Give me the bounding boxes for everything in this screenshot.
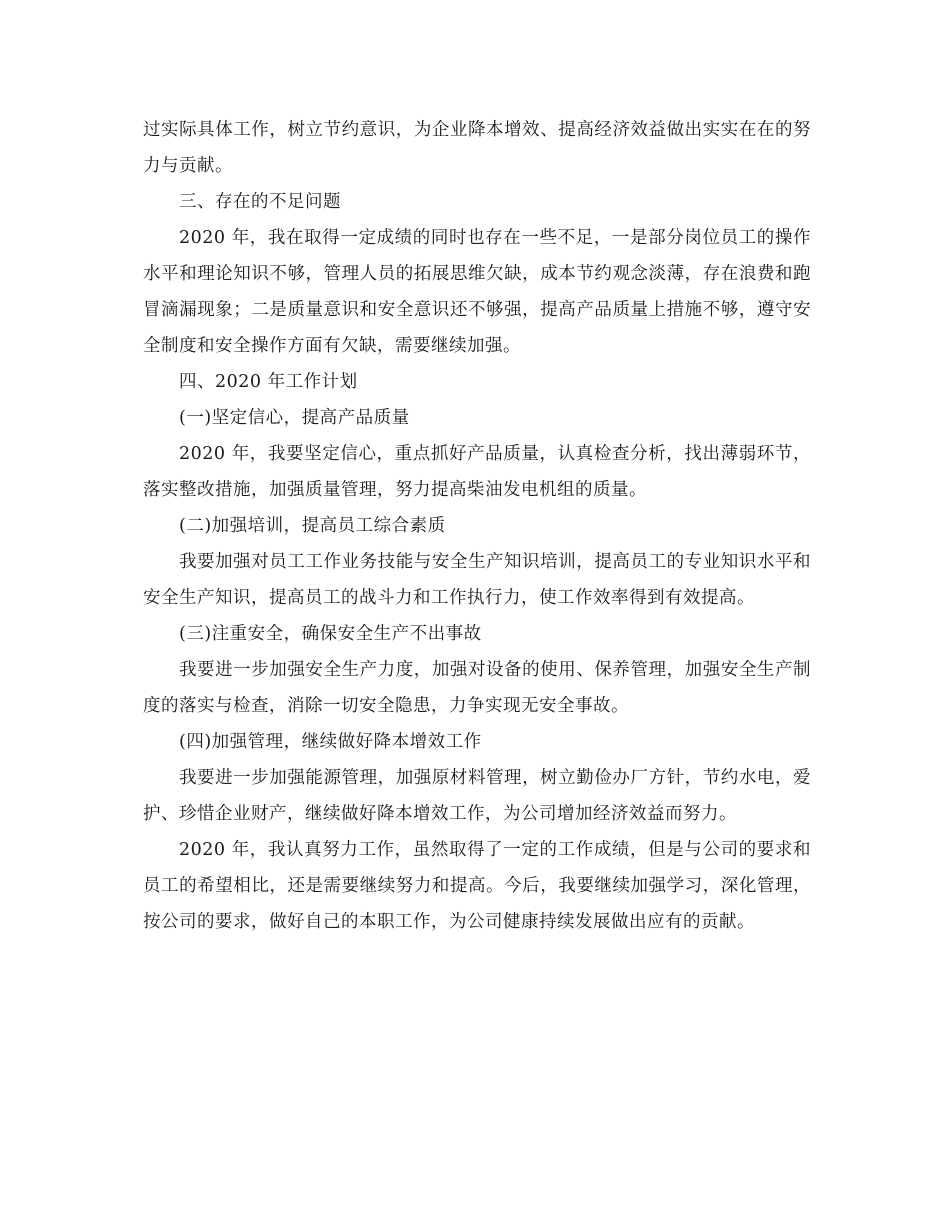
- section-heading-problems: 三、存在的不足问题: [179, 192, 341, 212]
- paragraph-management: 我要进一步加强能源管理，加强原材料管理，树立勤俭办厂方针，节约水电，爱护、珍惜企业财产，继续做好降本增效工作，为公司增加经济效益而努力。: [143, 768, 811, 824]
- paragraph-problems: 2020 年，我在取得一定成绩的同时也存在一些不足，一是部分岗位员工的操作水平和理论知识不够，管理人员的拓展思维欠缺，成本节约观念淡薄，存在浪费和跑冒滴漏现象；二是质量意识和安全意识还不够强，提高产品质量上措施不够，遵守安全制度和安全操作方面有欠缺，需要继续加强。: [143, 228, 811, 356]
- subheading-safety: (三)注重安全，确保安全生产不出事故: [179, 624, 482, 644]
- paragraph-conclusion: 2020 年，我认真努力工作，虽然取得了一定的工作成绩，但是与公司的要求和员工的希望相比，还是需要继续努力和提高。今后，我要继续加强学习，深化管理，按公司的要求，做好自己的本职工作，为公司健康持续发展做出应有的贡献。: [143, 840, 811, 932]
- paragraph-continuation: 过实际具体工作，树立节约意识，为企业降本增效、提高经济效益做出实实在在的努力与贡献。: [143, 120, 811, 176]
- paragraph-safety: 我要进一步加强安全生产力度，加强对设备的使用、保养管理，加强安全生产制度的落实与检查，消除一切安全隐患，力争实现无安全事故。: [143, 660, 811, 716]
- document-body: [143, 112, 811, 940]
- paragraph-training: 我要加强对员工工作业务技能与安全生产知识培训，提高员工的专业知识水平和安全生产知识，提高员工的战斗力和工作执行力，使工作效率得到有效提高。: [143, 552, 811, 608]
- section-heading-plan: 四、2020 年工作计划: [179, 372, 358, 392]
- subheading-quality: (一)坚定信心，提高产品质量: [179, 408, 410, 428]
- paragraph-quality: 2020 年，我要坚定信心，重点抓好产品质量，认真检查分析，找出薄弱环节，落实整改措施，加强质量管理，努力提高柴油发电机组的质量。: [143, 444, 811, 500]
- subheading-training: (二)加强培训，提高员工综合素质: [179, 516, 446, 536]
- subheading-management: (四)加强管理，继续做好降本增效工作: [179, 732, 482, 752]
